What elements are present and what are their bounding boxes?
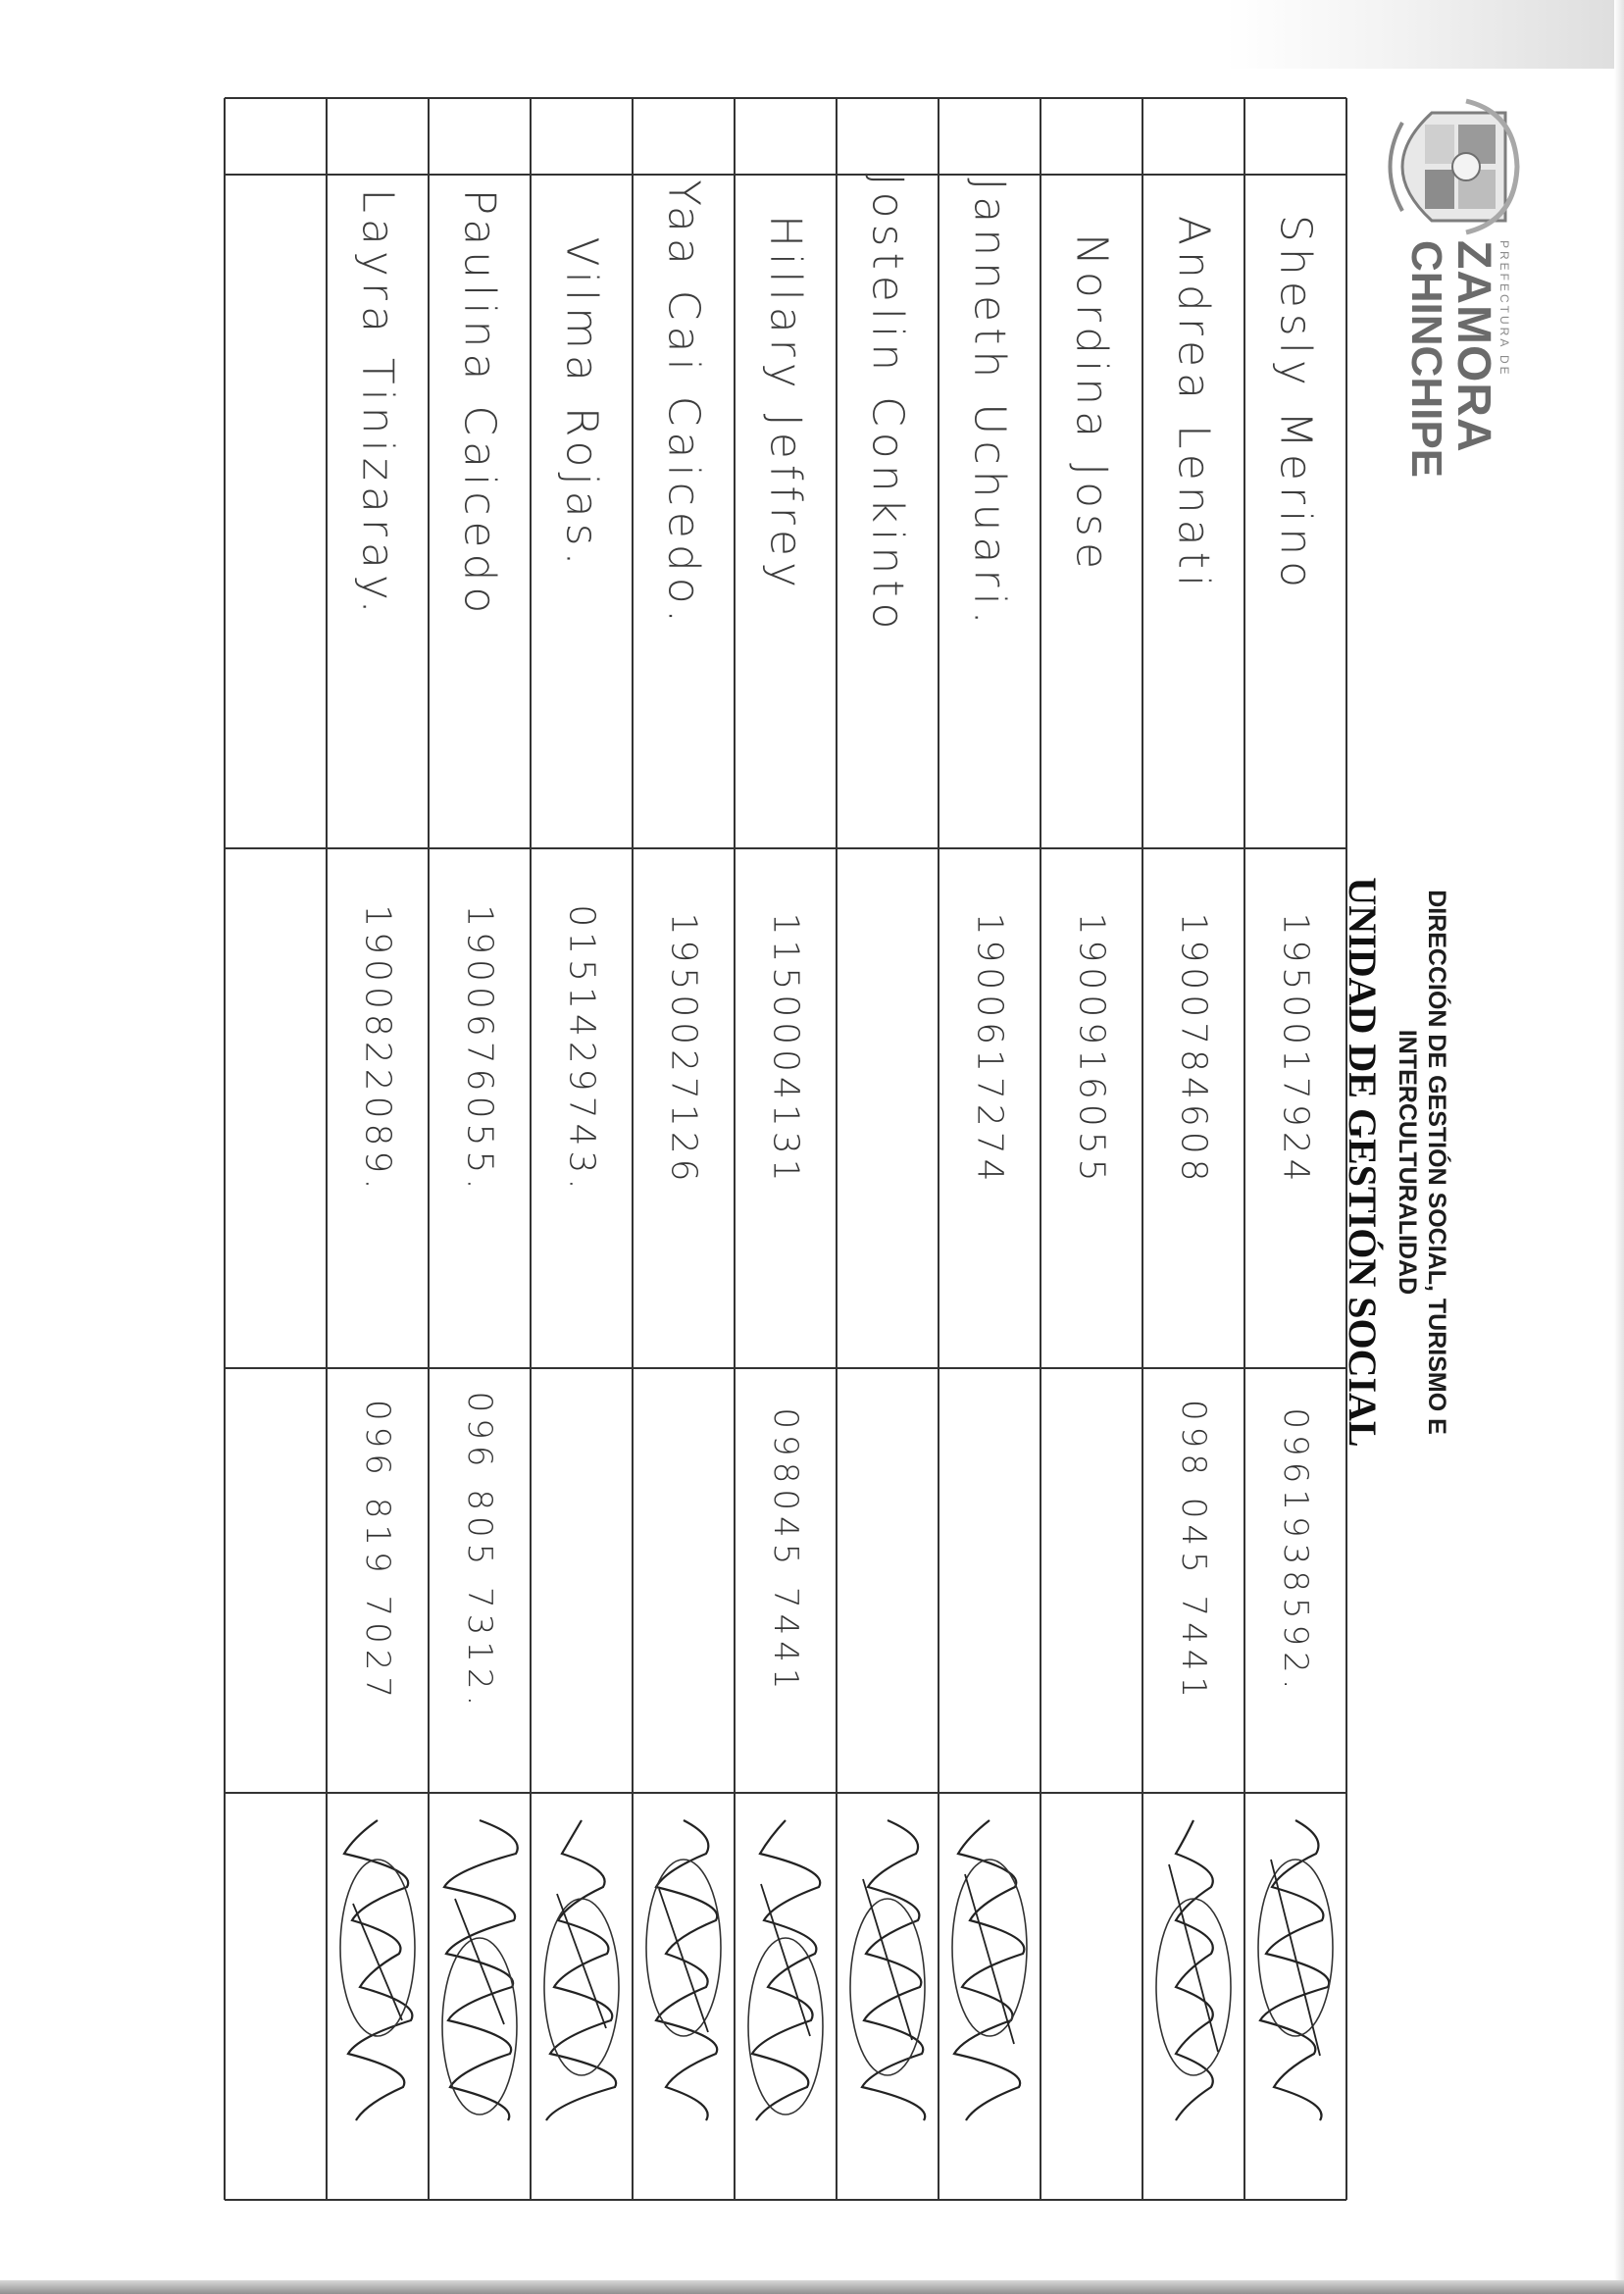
logo-name-line2: CHINCHIPE bbox=[1402, 240, 1450, 479]
signature-mark bbox=[732, 1801, 839, 2154]
signature-mark bbox=[528, 1801, 635, 2154]
cedula-cell: 1150004131 bbox=[765, 912, 806, 1187]
name-cell: Yaa Cai Caicedo. bbox=[658, 178, 709, 629]
phone-cell: 096 805 7312. bbox=[460, 1391, 499, 1711]
signature-mark bbox=[936, 1801, 1043, 2154]
phone-cell: 098 045 7441 bbox=[1174, 1399, 1213, 1704]
logo-name-line1: ZAMORA bbox=[1447, 240, 1499, 453]
name-cell: Hillary Jeffrey bbox=[760, 214, 811, 593]
cedula-cell: 1900784608 bbox=[1173, 912, 1214, 1187]
signature-mark bbox=[630, 1801, 737, 2154]
phone-cell: 096 819 7027 bbox=[358, 1399, 397, 1704]
signature-mark bbox=[324, 1801, 431, 2154]
cedula-cell: 1950027126 bbox=[663, 912, 704, 1187]
direction-title: DIRECCIÓN DE GESTIÓN SOCIAL, TURISMO E INTERCULTURALIDAD bbox=[1394, 890, 1450, 1435]
name-cell: Jostelin Conkinto bbox=[862, 173, 913, 635]
cedula-cell: 1950017924 bbox=[1275, 912, 1316, 1187]
cedula-cell: 1900617274 bbox=[969, 912, 1010, 1187]
cedula-cell: 1900676055. bbox=[459, 904, 500, 1195]
cedula-cell: 0151429743. bbox=[561, 904, 602, 1195]
name-cell: Vilma Rojas. bbox=[556, 235, 607, 572]
name-cell: Paulina Caicedo bbox=[454, 188, 505, 619]
name-cell: Layra Tinizaray. bbox=[352, 187, 403, 620]
unit-title: UNIDAD DE GESTIÓN SOCIAL bbox=[1341, 877, 1385, 1448]
name-cell: Shesly Merino bbox=[1270, 214, 1321, 593]
cedula-cell: 1900822089. bbox=[357, 904, 398, 1195]
logo-prefix: PREFECTURA DE bbox=[1497, 240, 1511, 378]
name-cell: Andrea Lenati bbox=[1168, 215, 1219, 592]
name-cell: Janneth Uchuari. bbox=[964, 177, 1015, 631]
phone-cell: 098045 7441 bbox=[766, 1406, 805, 1696]
phone-cell: 0961938592. bbox=[1276, 1406, 1315, 1696]
signature-mark bbox=[1242, 1801, 1349, 2154]
signature-mark bbox=[1140, 1801, 1247, 2154]
signature-mark bbox=[834, 1801, 941, 2154]
signature-mark bbox=[426, 1801, 533, 2154]
name-cell: Nordina Jose bbox=[1066, 232, 1117, 575]
cedula-cell: 1900916055 bbox=[1071, 912, 1112, 1187]
